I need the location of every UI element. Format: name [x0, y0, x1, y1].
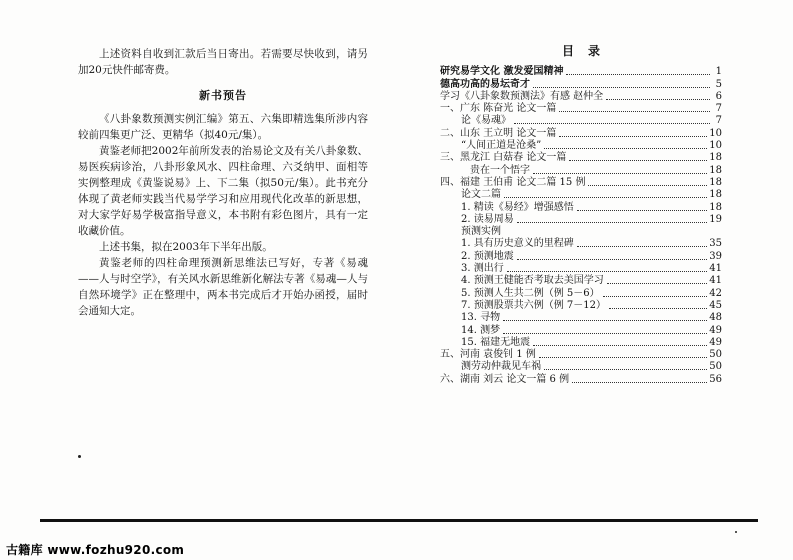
toc-entry-page: 41 [709, 263, 722, 275]
toc-entry [440, 263, 722, 275]
toc-entry-page: 45 [709, 299, 722, 311]
toc-entry-page: 56 [709, 373, 722, 385]
toc-leader-dots [533, 345, 707, 346]
toc-entry [440, 300, 722, 312]
toc-entry-page: 1 [715, 66, 722, 78]
toc-entry-label: 学习《八卦象数预测法》有感 赵仲全 [440, 90, 604, 102]
toc-entry-label: 5. 预测人生共二例（例 5－6） [461, 287, 600, 299]
toc-leader-dots [559, 111, 710, 112]
toc-entry-label: 13. 寻物 [461, 312, 501, 324]
toc-entry-label: “人间正道是沧桑” [461, 140, 542, 152]
toc-entry [440, 275, 722, 287]
toc-leader-dots [533, 173, 707, 174]
toc-leader-dots [569, 160, 707, 161]
toc-entry [440, 66, 722, 78]
toc-leader-dots [544, 369, 707, 370]
toc-entry-page: 18 [709, 176, 722, 188]
toc-entry-label: 14. 测梦 [461, 324, 501, 336]
remittance-notice: 上述资料自收到汇款后当日寄出。若需要尽快收到，请另加20元快件邮寄费。 [78, 48, 368, 76]
new-book-preview-title: 新书预告 [199, 89, 247, 102]
toc-entry-page: 18 [709, 201, 722, 213]
toc-entry-label: 研究易学文化 激发爱国精神 [440, 66, 564, 78]
toc-entry-label: 3. 测出行 [461, 263, 504, 275]
toc-entry [440, 91, 722, 103]
toc-leader-dots [577, 246, 708, 247]
toc-entry-label: 论文二篇 [461, 189, 501, 201]
toc-entry-page: 5 [715, 78, 722, 90]
toc-entry-page: 50 [709, 361, 722, 373]
left-page [78, 46, 368, 319]
preview-paragraph-4: 黄鉴老师的四柱命理预测新思维法已写好，专著《易魂——人与时空学》，有关风水新思维新化解法专著《易魂—人与自然环境学》正在整理中，两本书完成后才开始办函授，届时会通知大定。 [78, 257, 368, 317]
toc-entry-page: 48 [709, 312, 722, 324]
toc-entry [440, 177, 722, 189]
toc-entry [440, 287, 722, 299]
toc-entry [440, 152, 722, 164]
toc-entry [440, 214, 722, 226]
toc-leader-dots [503, 333, 707, 334]
toc-entry-page: 42 [709, 287, 722, 299]
toc-entry-page: 49 [709, 324, 722, 336]
toc-leader-dots [504, 197, 707, 198]
toc-entry-page: 10 [709, 140, 722, 152]
toc-entry [440, 164, 722, 176]
toc-entry-label: 预测实例 [461, 226, 501, 238]
toc-entry [440, 337, 722, 349]
toc-leader-dots [577, 210, 708, 211]
toc-entry-label: 一、广东 陈奋光 论文一篇 [440, 103, 557, 115]
toc-leader-dots [517, 259, 708, 260]
toc-entry [440, 349, 722, 361]
toc-entry [440, 226, 722, 238]
toc-entry-label: 2. 读易周易 [461, 213, 514, 225]
toc-leader-dots [566, 74, 710, 75]
toc-entry-label: 论《易魂》 [461, 115, 511, 127]
toc-entry-page: 6 [715, 90, 722, 102]
toc-entry [440, 373, 722, 385]
table-of-contents [440, 66, 722, 386]
toc-entry-label: 贵在一个悟字 [470, 164, 530, 176]
toc-entry [440, 127, 722, 139]
toc-entry-page: 7 [715, 115, 722, 127]
toc-entry-page: 7 [715, 103, 722, 115]
toc-entry-label: 1. 精读《易经》增强感悟 [461, 201, 574, 213]
toc-entry-page: 50 [709, 349, 722, 361]
toc-entry [440, 189, 722, 201]
toc-entry-label: 2. 预测地震 [461, 250, 514, 262]
toc-leader-dots [517, 222, 708, 223]
toc-entry-page: 10 [709, 127, 722, 139]
toc-entry-label: 三、黑龙江 白菇春 论文一篇 [440, 152, 567, 164]
toc-entry [440, 78, 722, 90]
right-page [440, 44, 722, 386]
toc-entry [440, 324, 722, 336]
preview-paragraph-1: 《八卦象数预测实例汇编》第五、六集即精选集所涉内容较前四集更广泛、更精华（拟40元/集）。 [78, 113, 368, 141]
toc-leader-dots [609, 308, 707, 309]
toc-entry-page: 41 [709, 275, 722, 287]
toc-leader-dots [607, 283, 708, 284]
toc-entry [440, 103, 722, 115]
toc-title: 目录 [561, 44, 614, 58]
toc-leader-dots [539, 357, 707, 358]
toc-entry-page: 19 [709, 213, 722, 225]
scan-speck [735, 531, 737, 533]
toc-entry-label: 五、河南 袁俊钊 1 例 [440, 349, 536, 361]
toc-entry-page: 35 [709, 238, 722, 250]
toc-entry [440, 238, 722, 250]
scan-speck [78, 455, 81, 458]
toc-entry-page: 18 [709, 152, 722, 164]
toc-entry-label: 15. 福建无地震 [461, 336, 531, 348]
toc-entry-page: 18 [709, 164, 722, 176]
toc-entry [440, 115, 722, 127]
toc-leader-dots [603, 296, 708, 297]
toc-entry-page: 49 [709, 336, 722, 348]
preview-paragraph-3: 上述书集，拟在2003年下半年出版。 [99, 241, 273, 253]
toc-entry [440, 312, 722, 324]
toc-leader-dots [503, 320, 707, 321]
toc-entry-label: 7. 预测股票共六例（例 7－12） [461, 299, 606, 311]
toc-entry-label: 六、湖南 刘云 论文一篇 6 例 [440, 373, 570, 385]
toc-leader-dots [507, 271, 708, 272]
toc-leader-dots [606, 99, 710, 100]
preview-paragraph-2: 黄鉴老师把2002年前所发表的治易论文及有关八卦象数、易医疾病诊治，八卦形象风水、四柱命理、六爻纳甲、面相等实例整理成《黄鉴说易》上、下二集（拟50元/集）。此书充分体现了黄老师实践当代易学学习和应用现代化改革的新思想，对大家学好易学极富指导意义，本书附有彩色图片，具有一定收藏价值。 [78, 145, 368, 237]
bottom-rule [40, 519, 758, 522]
toc-entry [440, 361, 722, 373]
toc-entry-label: 德高功高的易坛奇才 [440, 78, 530, 90]
toc-entry [440, 140, 722, 152]
toc-leader-dots [572, 382, 707, 383]
toc-entry-label: 4. 预测王健能否考取去美国学习 [461, 275, 604, 287]
toc-leader-dots [544, 148, 707, 149]
toc-entry [440, 250, 722, 262]
toc-entry-label: 测劳动仲裁见车祸 [461, 361, 541, 373]
toc-leader-dots [559, 136, 707, 137]
toc-entry-page: 18 [709, 189, 722, 201]
site-watermark: 古籍库 www.fozhu920.com [6, 543, 185, 557]
toc-entry-label: 二、山东 王立明 论文一篇 [440, 127, 557, 139]
toc-entry-label: 四、福建 王伯甫 论文二篇 15 例 [440, 176, 586, 188]
toc-leader-dots [514, 123, 710, 124]
toc-entry-page: 39 [709, 250, 722, 262]
toc-leader-dots [533, 87, 710, 88]
toc-entry-label: 1. 具有历史意义的里程碑 [461, 238, 574, 250]
toc-entry [440, 201, 722, 213]
toc-leader-dots [588, 185, 707, 186]
